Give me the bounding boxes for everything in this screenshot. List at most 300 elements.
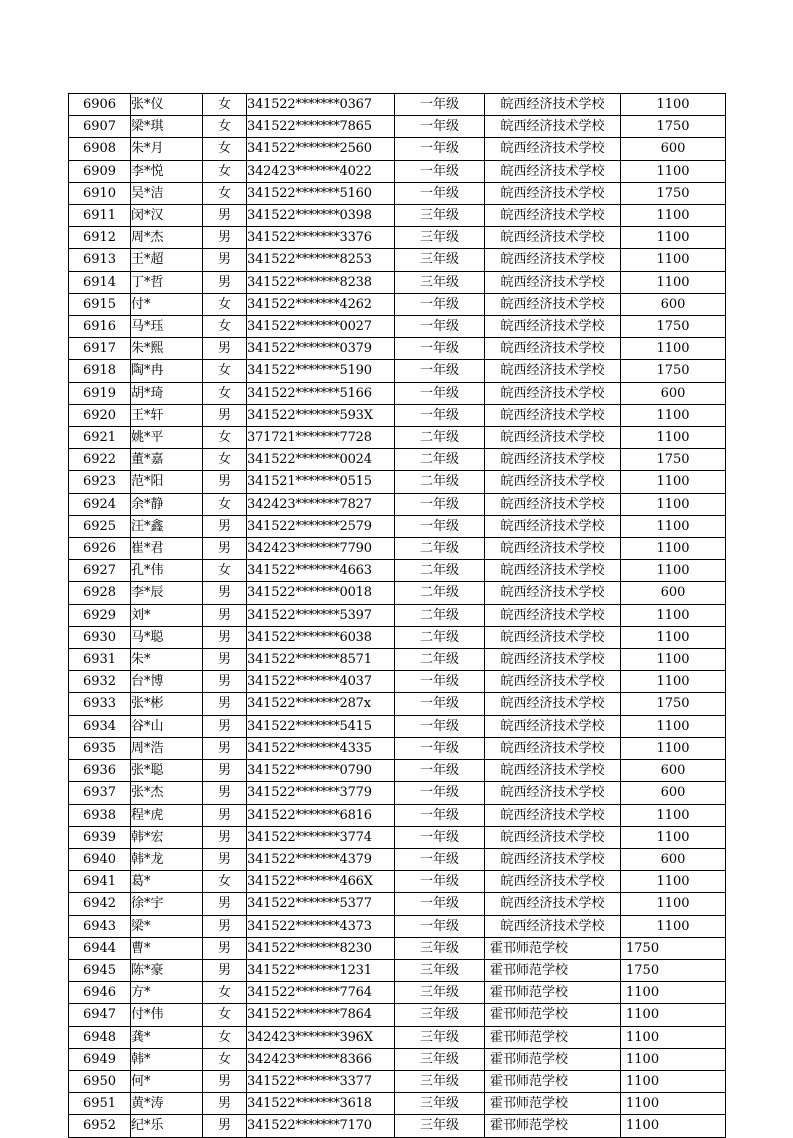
table-row [69,449,726,471]
cell-grade: 一年级 [395,94,485,116]
cell-grade: 二年级 [395,560,485,582]
cell-seq: 6907 [69,116,131,138]
table-row [69,271,726,293]
cell-school: 皖西经济技术学校 [485,582,621,604]
student-subsidy-table-wrapper [68,93,725,1138]
cell-idnum: 341522*******5166 [247,382,395,404]
cell-name: 刘* [131,604,203,626]
cell-idnum: 342423*******4022 [247,160,395,182]
cell-idnum: 341522*******7864 [247,1004,395,1026]
cell-amount: 1100 [621,493,726,515]
cell-amount: 1750 [621,116,726,138]
cell-amount: 1100 [621,1070,726,1092]
cell-name: 何* [131,1070,203,1092]
cell-seq: 6945 [69,959,131,981]
cell-seq: 6935 [69,737,131,759]
table-row [69,848,726,870]
cell-name: 韩*龙 [131,848,203,870]
cell-idnum: 341522*******6038 [247,626,395,648]
cell-idnum: 341522*******1231 [247,959,395,981]
cell-school: 皖西经济技术学校 [485,427,621,449]
cell-school: 皖西经济技术学校 [485,671,621,693]
cell-seq: 6912 [69,227,131,249]
cell-grade: 三年级 [395,982,485,1004]
cell-school: 皖西经济技术学校 [485,915,621,937]
cell-idnum: 341522*******0790 [247,760,395,782]
cell-grade: 三年级 [395,227,485,249]
cell-name: 方* [131,982,203,1004]
cell-gender: 女 [203,360,247,382]
cell-grade: 一年级 [395,671,485,693]
cell-gender: 女 [203,871,247,893]
cell-seq: 6908 [69,138,131,160]
cell-school: 皖西经济技术学校 [485,515,621,537]
cell-seq: 6917 [69,338,131,360]
cell-seq: 6939 [69,826,131,848]
cell-gender: 女 [203,1004,247,1026]
cell-name: 孔*伟 [131,560,203,582]
cell-gender: 女 [203,293,247,315]
cell-school: 皖西经济技术学校 [485,649,621,671]
cell-grade: 一年级 [395,138,485,160]
cell-amount: 1100 [621,338,726,360]
cell-gender: 男 [203,959,247,981]
cell-gender: 男 [203,1115,247,1137]
cell-amount: 1100 [621,893,726,915]
cell-gender: 女 [203,94,247,116]
cell-seq: 6910 [69,182,131,204]
cell-gender: 男 [203,338,247,360]
cell-name: 付* [131,293,203,315]
table-row [69,871,726,893]
table-row [69,937,726,959]
cell-name: 周*浩 [131,737,203,759]
cell-name: 马*珏 [131,316,203,338]
cell-name: 付*伟 [131,1004,203,1026]
cell-grade: 二年级 [395,626,485,648]
cell-gender: 女 [203,493,247,515]
cell-idnum: 342423*******7827 [247,493,395,515]
cell-idnum: 341522*******3376 [247,227,395,249]
cell-gender: 男 [203,782,247,804]
cell-amount: 1750 [621,449,726,471]
cell-seq: 6933 [69,693,131,715]
cell-idnum: 341522*******7865 [247,116,395,138]
cell-school: 皖西经济技术学校 [485,493,621,515]
cell-gender: 男 [203,804,247,826]
cell-name: 余*静 [131,493,203,515]
cell-idnum: 341522*******5190 [247,360,395,382]
cell-grade: 二年级 [395,582,485,604]
cell-gender: 男 [203,604,247,626]
table-row [69,249,726,271]
cell-school: 霍邗师范学校 [485,1093,621,1115]
cell-seq: 6940 [69,848,131,870]
cell-grade: 二年级 [395,649,485,671]
cell-school: 霍邗师范学校 [485,1048,621,1070]
cell-school: 霍邗师范学校 [485,1115,621,1137]
cell-grade: 一年级 [395,804,485,826]
cell-amount: 1100 [621,715,726,737]
table-row [69,160,726,182]
table-row [69,360,726,382]
cell-gender: 女 [203,160,247,182]
cell-amount: 600 [621,293,726,315]
cell-school: 皖西经济技术学校 [485,116,621,138]
cell-amount: 1100 [621,271,726,293]
cell-amount: 1100 [621,804,726,826]
cell-name: 陈*豪 [131,959,203,981]
cell-seq: 6921 [69,427,131,449]
cell-grade: 三年级 [395,959,485,981]
cell-seq: 6925 [69,515,131,537]
cell-school: 霍邗师范学校 [485,937,621,959]
cell-idnum: 341522*******0027 [247,316,395,338]
cell-idnum: 341522*******3377 [247,1070,395,1092]
cell-amount: 1100 [621,982,726,1004]
cell-gender: 男 [203,404,247,426]
cell-name: 王*轩 [131,404,203,426]
cell-grade: 三年级 [395,1093,485,1115]
cell-amount: 1100 [621,538,726,560]
cell-grade: 一年级 [395,737,485,759]
table-row [69,293,726,315]
cell-name: 胡*琦 [131,382,203,404]
cell-amount: 1750 [621,182,726,204]
cell-seq: 6919 [69,382,131,404]
cell-amount: 1100 [621,227,726,249]
cell-seq: 6928 [69,582,131,604]
cell-school: 皖西经济技术学校 [485,538,621,560]
cell-grade: 三年级 [395,1048,485,1070]
cell-seq: 6927 [69,560,131,582]
cell-school: 霍邗师范学校 [485,959,621,981]
cell-school: 皖西经济技术学校 [485,293,621,315]
cell-name: 李*悦 [131,160,203,182]
cell-amount: 1100 [621,915,726,937]
cell-grade: 一年级 [395,693,485,715]
cell-amount: 1100 [621,1093,726,1115]
table-row [69,715,726,737]
cell-amount: 1100 [621,1048,726,1070]
cell-gender: 男 [203,249,247,271]
cell-name: 吴*洁 [131,182,203,204]
cell-seq: 6916 [69,316,131,338]
cell-name: 闵*汉 [131,205,203,227]
cell-school: 皖西经济技术学校 [485,205,621,227]
table-row [69,582,726,604]
table-row [69,182,726,204]
cell-school: 皖西经济技术学校 [485,404,621,426]
cell-school: 霍邗师范学校 [485,1004,621,1026]
cell-amount: 1100 [621,826,726,848]
cell-gender: 男 [203,737,247,759]
cell-grade: 一年级 [395,871,485,893]
cell-idnum: 341522*******4373 [247,915,395,937]
cell-grade: 一年级 [395,182,485,204]
cell-grade: 二年级 [395,471,485,493]
table-row [69,982,726,1004]
cell-school: 皖西经济技术学校 [485,604,621,626]
table-row [69,116,726,138]
cell-grade: 一年级 [395,382,485,404]
cell-grade: 一年级 [395,338,485,360]
cell-name: 朱*熙 [131,338,203,360]
cell-school: 霍邗师范学校 [485,1070,621,1092]
cell-amount: 1100 [621,94,726,116]
cell-gender: 女 [203,316,247,338]
cell-grade: 三年级 [395,1070,485,1092]
table-row [69,1115,726,1137]
cell-seq: 6923 [69,471,131,493]
cell-amount: 1100 [621,515,726,537]
cell-idnum: 341522*******287x [247,693,395,715]
cell-amount: 1750 [621,937,726,959]
cell-gender: 男 [203,471,247,493]
cell-name: 梁*琪 [131,116,203,138]
cell-gender: 女 [203,182,247,204]
cell-amount: 600 [621,138,726,160]
cell-name: 陶*冉 [131,360,203,382]
cell-seq: 6915 [69,293,131,315]
cell-idnum: 341522*******466X [247,871,395,893]
cell-gender: 男 [203,227,247,249]
cell-seq: 6926 [69,538,131,560]
cell-amount: 1100 [621,249,726,271]
table-row [69,671,726,693]
cell-gender: 男 [203,1093,247,1115]
cell-amount: 1100 [621,1115,726,1137]
cell-school: 皖西经济技术学校 [485,715,621,737]
cell-seq: 6932 [69,671,131,693]
cell-grade: 一年级 [395,404,485,426]
cell-idnum: 341522*******8253 [247,249,395,271]
cell-amount: 1100 [621,404,726,426]
table-row [69,1004,726,1026]
cell-gender: 女 [203,1026,247,1048]
cell-name: 徐*宇 [131,893,203,915]
cell-grade: 一年级 [395,293,485,315]
cell-grade: 一年级 [395,893,485,915]
cell-gender: 男 [203,848,247,870]
cell-gender: 男 [203,693,247,715]
cell-idnum: 341522*******3774 [247,826,395,848]
cell-gender: 男 [203,1070,247,1092]
cell-amount: 1100 [621,649,726,671]
cell-seq: 6906 [69,94,131,116]
table-row [69,693,726,715]
cell-idnum: 341522*******4262 [247,293,395,315]
cell-idnum: 371721*******7728 [247,427,395,449]
cell-gender: 男 [203,826,247,848]
cell-gender: 男 [203,205,247,227]
cell-school: 皖西经济技术学校 [485,560,621,582]
cell-name: 崔*君 [131,538,203,560]
cell-seq: 6909 [69,160,131,182]
table-row [69,1026,726,1048]
cell-seq: 6949 [69,1048,131,1070]
table-row [69,338,726,360]
cell-grade: 二年级 [395,538,485,560]
cell-amount: 1750 [621,360,726,382]
cell-name: 朱*月 [131,138,203,160]
cell-gender: 女 [203,382,247,404]
cell-name: 朱* [131,649,203,671]
cell-school: 皖西经济技术学校 [485,316,621,338]
cell-seq: 6931 [69,649,131,671]
cell-amount: 1100 [621,427,726,449]
table-row [69,804,726,826]
cell-seq: 6947 [69,1004,131,1026]
table-row [69,538,726,560]
table-row [69,493,726,515]
cell-gender: 男 [203,671,247,693]
cell-seq: 6951 [69,1093,131,1115]
cell-seq: 6943 [69,915,131,937]
cell-gender: 男 [203,649,247,671]
cell-seq: 6918 [69,360,131,382]
cell-grade: 一年级 [395,760,485,782]
table-row [69,915,726,937]
cell-grade: 三年级 [395,937,485,959]
cell-idnum: 341522*******8230 [247,937,395,959]
cell-school: 皖西经济技术学校 [485,804,621,826]
cell-gender: 男 [203,538,247,560]
cell-idnum: 341522*******0367 [247,94,395,116]
cell-grade: 一年级 [395,160,485,182]
cell-gender: 女 [203,427,247,449]
table-row [69,1093,726,1115]
cell-amount: 1100 [621,160,726,182]
cell-gender: 男 [203,715,247,737]
table-body [69,94,726,1138]
cell-school: 皖西经济技术学校 [485,737,621,759]
cell-name: 张*仪 [131,94,203,116]
table-row [69,404,726,426]
cell-amount: 1750 [621,316,726,338]
cell-gender: 男 [203,515,247,537]
cell-amount: 600 [621,760,726,782]
student-subsidy-table [68,93,726,1138]
cell-name: 谷*山 [131,715,203,737]
cell-gender: 男 [203,626,247,648]
cell-school: 皖西经济技术学校 [485,760,621,782]
cell-idnum: 342423*******7790 [247,538,395,560]
cell-idnum: 341522*******4379 [247,848,395,870]
cell-grade: 三年级 [395,1115,485,1137]
cell-grade: 二年级 [395,604,485,626]
table-row [69,604,726,626]
cell-seq: 6946 [69,982,131,1004]
table-row [69,560,726,582]
cell-grade: 三年级 [395,271,485,293]
table-row [69,760,726,782]
cell-grade: 一年级 [395,316,485,338]
cell-name: 张*杰 [131,782,203,804]
cell-seq: 6936 [69,760,131,782]
cell-school: 皖西经济技术学校 [485,382,621,404]
cell-idnum: 341522*******3618 [247,1093,395,1115]
cell-school: 皖西经济技术学校 [485,782,621,804]
cell-idnum: 341522*******5377 [247,893,395,915]
cell-idnum: 341522*******4663 [247,560,395,582]
cell-idnum: 342423*******8366 [247,1048,395,1070]
cell-school: 皖西经济技术学校 [485,94,621,116]
cell-amount: 1100 [621,560,726,582]
table-row [69,94,726,116]
cell-gender: 男 [203,915,247,937]
cell-amount: 1100 [621,626,726,648]
cell-gender: 男 [203,582,247,604]
cell-gender: 女 [203,982,247,1004]
cell-school: 皖西经济技术学校 [485,826,621,848]
cell-idnum: 341522*******8571 [247,649,395,671]
cell-gender: 男 [203,893,247,915]
cell-amount: 600 [621,782,726,804]
cell-school: 皖西经济技术学校 [485,848,621,870]
cell-idnum: 341522*******0398 [247,205,395,227]
cell-seq: 6929 [69,604,131,626]
cell-seq: 6922 [69,449,131,471]
table-row [69,138,726,160]
cell-amount: 600 [621,582,726,604]
cell-amount: 1100 [621,1026,726,1048]
table-row [69,626,726,648]
cell-grade: 一年级 [395,915,485,937]
cell-name: 曹* [131,937,203,959]
cell-name: 黄*涛 [131,1093,203,1115]
cell-seq: 6920 [69,404,131,426]
cell-idnum: 341522*******2579 [247,515,395,537]
table-row [69,1048,726,1070]
cell-school: 皖西经济技术学校 [485,182,621,204]
cell-name: 梁* [131,915,203,937]
cell-amount: 1750 [621,693,726,715]
cell-grade: 三年级 [395,1026,485,1048]
cell-name: 程*虎 [131,804,203,826]
cell-name: 汪*鑫 [131,515,203,537]
table-row [69,227,726,249]
cell-school: 皖西经济技术学校 [485,626,621,648]
cell-seq: 6937 [69,782,131,804]
cell-grade: 一年级 [395,848,485,870]
cell-grade: 一年级 [395,515,485,537]
cell-amount: 1100 [621,1004,726,1026]
cell-school: 霍邗师范学校 [485,982,621,1004]
table-row [69,893,726,915]
cell-idnum: 341522*******0024 [247,449,395,471]
cell-seq: 6934 [69,715,131,737]
cell-seq: 6914 [69,271,131,293]
cell-idnum: 341522*******4335 [247,737,395,759]
cell-grade: 一年级 [395,493,485,515]
cell-name: 董*嘉 [131,449,203,471]
cell-amount: 1100 [621,871,726,893]
cell-idnum: 341522*******3779 [247,782,395,804]
cell-school: 皖西经济技术学校 [485,138,621,160]
table-row [69,471,726,493]
table-row [69,316,726,338]
cell-idnum: 341522*******7764 [247,982,395,1004]
cell-amount: 600 [621,848,726,870]
cell-gender: 女 [203,1048,247,1070]
cell-name: 丁*哲 [131,271,203,293]
cell-idnum: 341522*******593X [247,404,395,426]
cell-school: 皖西经济技术学校 [485,160,621,182]
table-row [69,1070,726,1092]
cell-gender: 男 [203,760,247,782]
table-row [69,737,726,759]
